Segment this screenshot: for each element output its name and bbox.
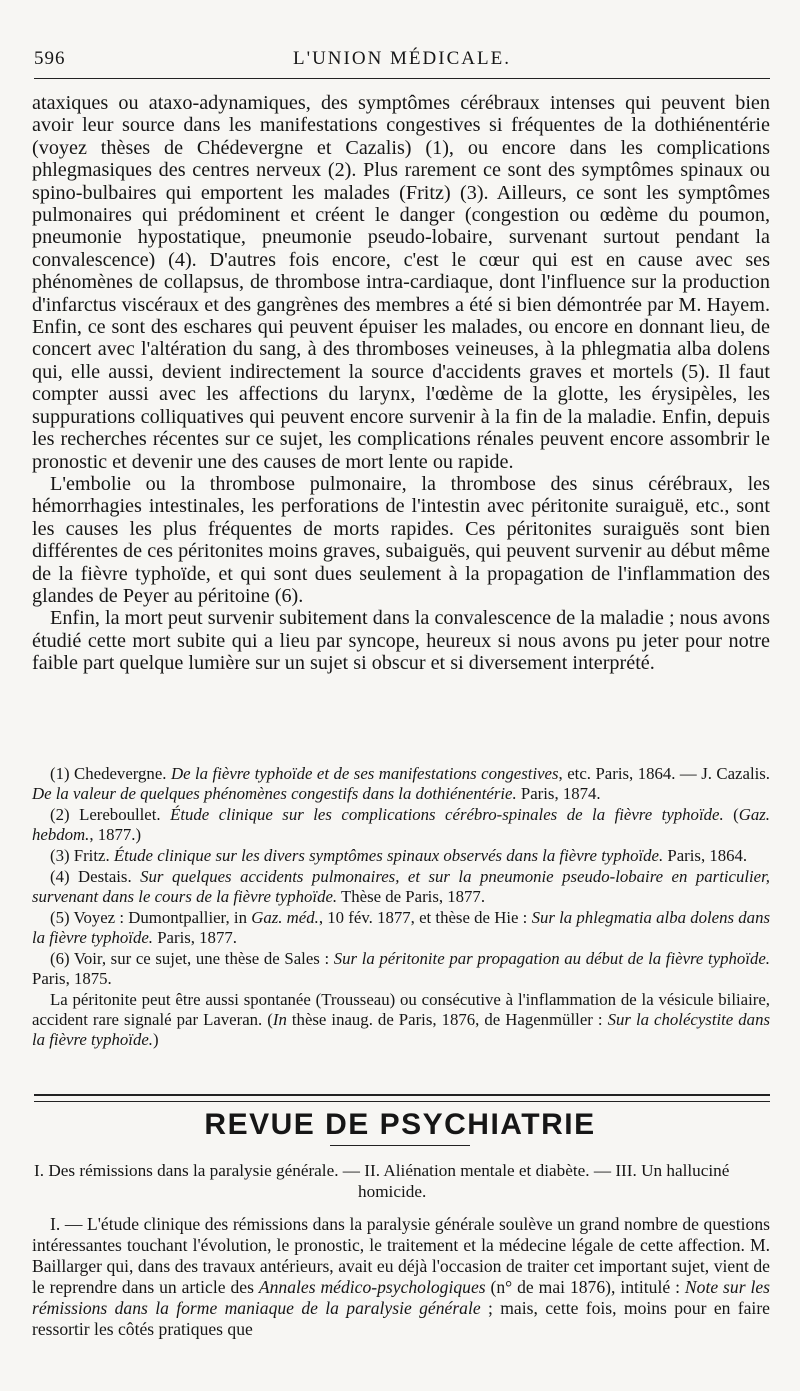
section-summary (34, 1160, 770, 1202)
footnote: (4) Destais. Sur quelques accidents pulmonaires, et sur la pneumonie pseudo-lobaire en particulier, survenant dans le cours de la fièvre typhoïde. Thèse de Paris, 1877. (32, 867, 770, 906)
section-title: REVUE DE PSYCHIATRIE (204, 1108, 596, 1141)
footnote: (3) Fritz. Étude clinique sur les divers symptômes spinaux observés dans la fièvre typhoïde. Paris, 1864. (50, 845, 748, 865)
footnote: (2) Lereboullet. Étude clinique sur les complications cérébro-spinales de la fièvre typhoïde. (Gaz. hebdom., 1877.) (32, 804, 770, 844)
page-header (34, 44, 770, 74)
paragraph: I. — L'étude clinique des rémissions dans la paralysie générale soulève un grand nombre de questions intéressantes touchant l'évolution, le pronostic, le traitement et la médecine légale de cette affection. M. Baillarger qui, dans des travaux antérieurs, avait eu déjà l'occasion de traiter cet important sujet, vient de le reprendre dans un article des Annales médico-psychologiques (n° de mai 1876), intitulé : Note sur les rémissions dans la forme maniaque de la paralysie générale ; mais, cette fois, moins pour en faire ressortir les côtés pratiques que (32, 1214, 771, 1339)
footnote: (5) Voyez : Dumontpallier, in Gaz. méd., 10 fév. 1877, et thèse de Hie : Sur la phlegmatia alba dolens dans la fièvre typhoïde. Paris, 1877. (32, 908, 770, 947)
section-rule-top (34, 1094, 770, 1102)
page-number: 596 (34, 48, 66, 69)
paragraph: ataxiques ou ataxo-adynamiques, des symptômes cérébraux intenses qui peuvent bien avoir leur source dans les manifestations congestives si fréquentes de la dothiénentérie (voyez thèses de Chédevergne et Cazalis) (1), ou encore dans les complications phlegmasiques des centres nerveux (2). Plus rarement ce sont des symptômes spinaux ou spino-bulbaires qui emportent les malades (Fritz) (3). Ailleurs, ce sont les symptômes pulmonaires qui prédominent et créent le danger (congestion ou œdème du poumon, pneumonie hypostatique, pneumonie pseudo-lobaire, survenant surtout pendant la convalescence) (4). D'autres fois encore, c'est le cœur qui est en cause avec ses phénomènes de collapsus, de thrombose intra-cardiaque, dont l'influence sur la production d'infarctus viscéraux et des gangrènes des membres a été si bien démontrée par M. Hayem. Enfin, ce sont des eschares qui peuvent épuiser les malades, ou encore en donnant lieu, de concert avec l'altération du sang, à des thromboses veineuses, à la phlegmatia alba dolens qui, elle aussi, devient indirectement la source d'accidents graves et mortels (5). Il faut compter aussi avec les affections du larynx, l'œdème de la glotte, les érysipèles, les suppurations colliquatives qui peuvent encore survenir à la fin de la maladie. Enfin, depuis les recherches récentes sur ce sujet, les complications rénales peuvent encore assombrir le pronostic et devenir une des causes de mort lente ou rapide. (32, 92, 770, 473)
footnote: La péritonite peut être aussi spontanée (Trousseau) ou consécutive à l'inflammation de la vésicule biliaire, accident rare signalé par Laveran. (In thèse inaug. de Paris, 1876, de Hagenmüller : Sur la cholécystite dans la fièvre typhoïde.) (32, 990, 770, 1049)
paragraph: L'embolie ou la thrombose pulmonaire, la thrombose des sinus cérébraux, les hémorrhagies intestinales, les perforations de l'intestin avec péritonite suraiguë, etc., sont les causes les plus fréquentes de morts rapides. Ces péritonites suraiguës sont bien différentes de ces péritonites moins graves, subaiguës, qui peuvent survenir au début même de la fièvre typhoïde, et qui sont dues seulement à la propagation de l'inflammation des glandes de Peyer au péritoine (6). (32, 472, 770, 607)
footnote: (1) Chedevergne. De la fièvre typhoïde et de ses manifestations congestives, etc. Paris, 1864. — J. Cazalis. De la valeur de quelques phénomènes congestifs dans la dothiénentérie. Paris, 1874. (32, 764, 770, 803)
running-title: L'UNION MÉDICALE. (293, 48, 511, 69)
main-text (32, 92, 770, 675)
section-body (32, 1214, 770, 1340)
summary-line: homicide. (358, 1182, 427, 1201)
title-underline (330, 1145, 470, 1146)
footnotes (32, 764, 770, 1051)
header-rule (34, 78, 770, 79)
paragraph: Enfin, la mort peut survenir subitement dans la convalescence de la maladie ; nous avons étudié cette mort subite qui a lieu par syncope, heureux si nous avons pu jeter pour notre faible part quelque lumière sur un sujet si obscur et si diversement interprété. (32, 607, 770, 675)
footnote: (6) Voir, sur ce sujet, une thèse de Sales : Sur la péritonite par propagation au début de la fièvre typhoïde. Paris, 1875. (32, 949, 771, 988)
summary-line: I. Des rémissions dans la paralysie générale. — II. Aliénation mentale et diabète. — III. Un halluciné (34, 1161, 730, 1180)
